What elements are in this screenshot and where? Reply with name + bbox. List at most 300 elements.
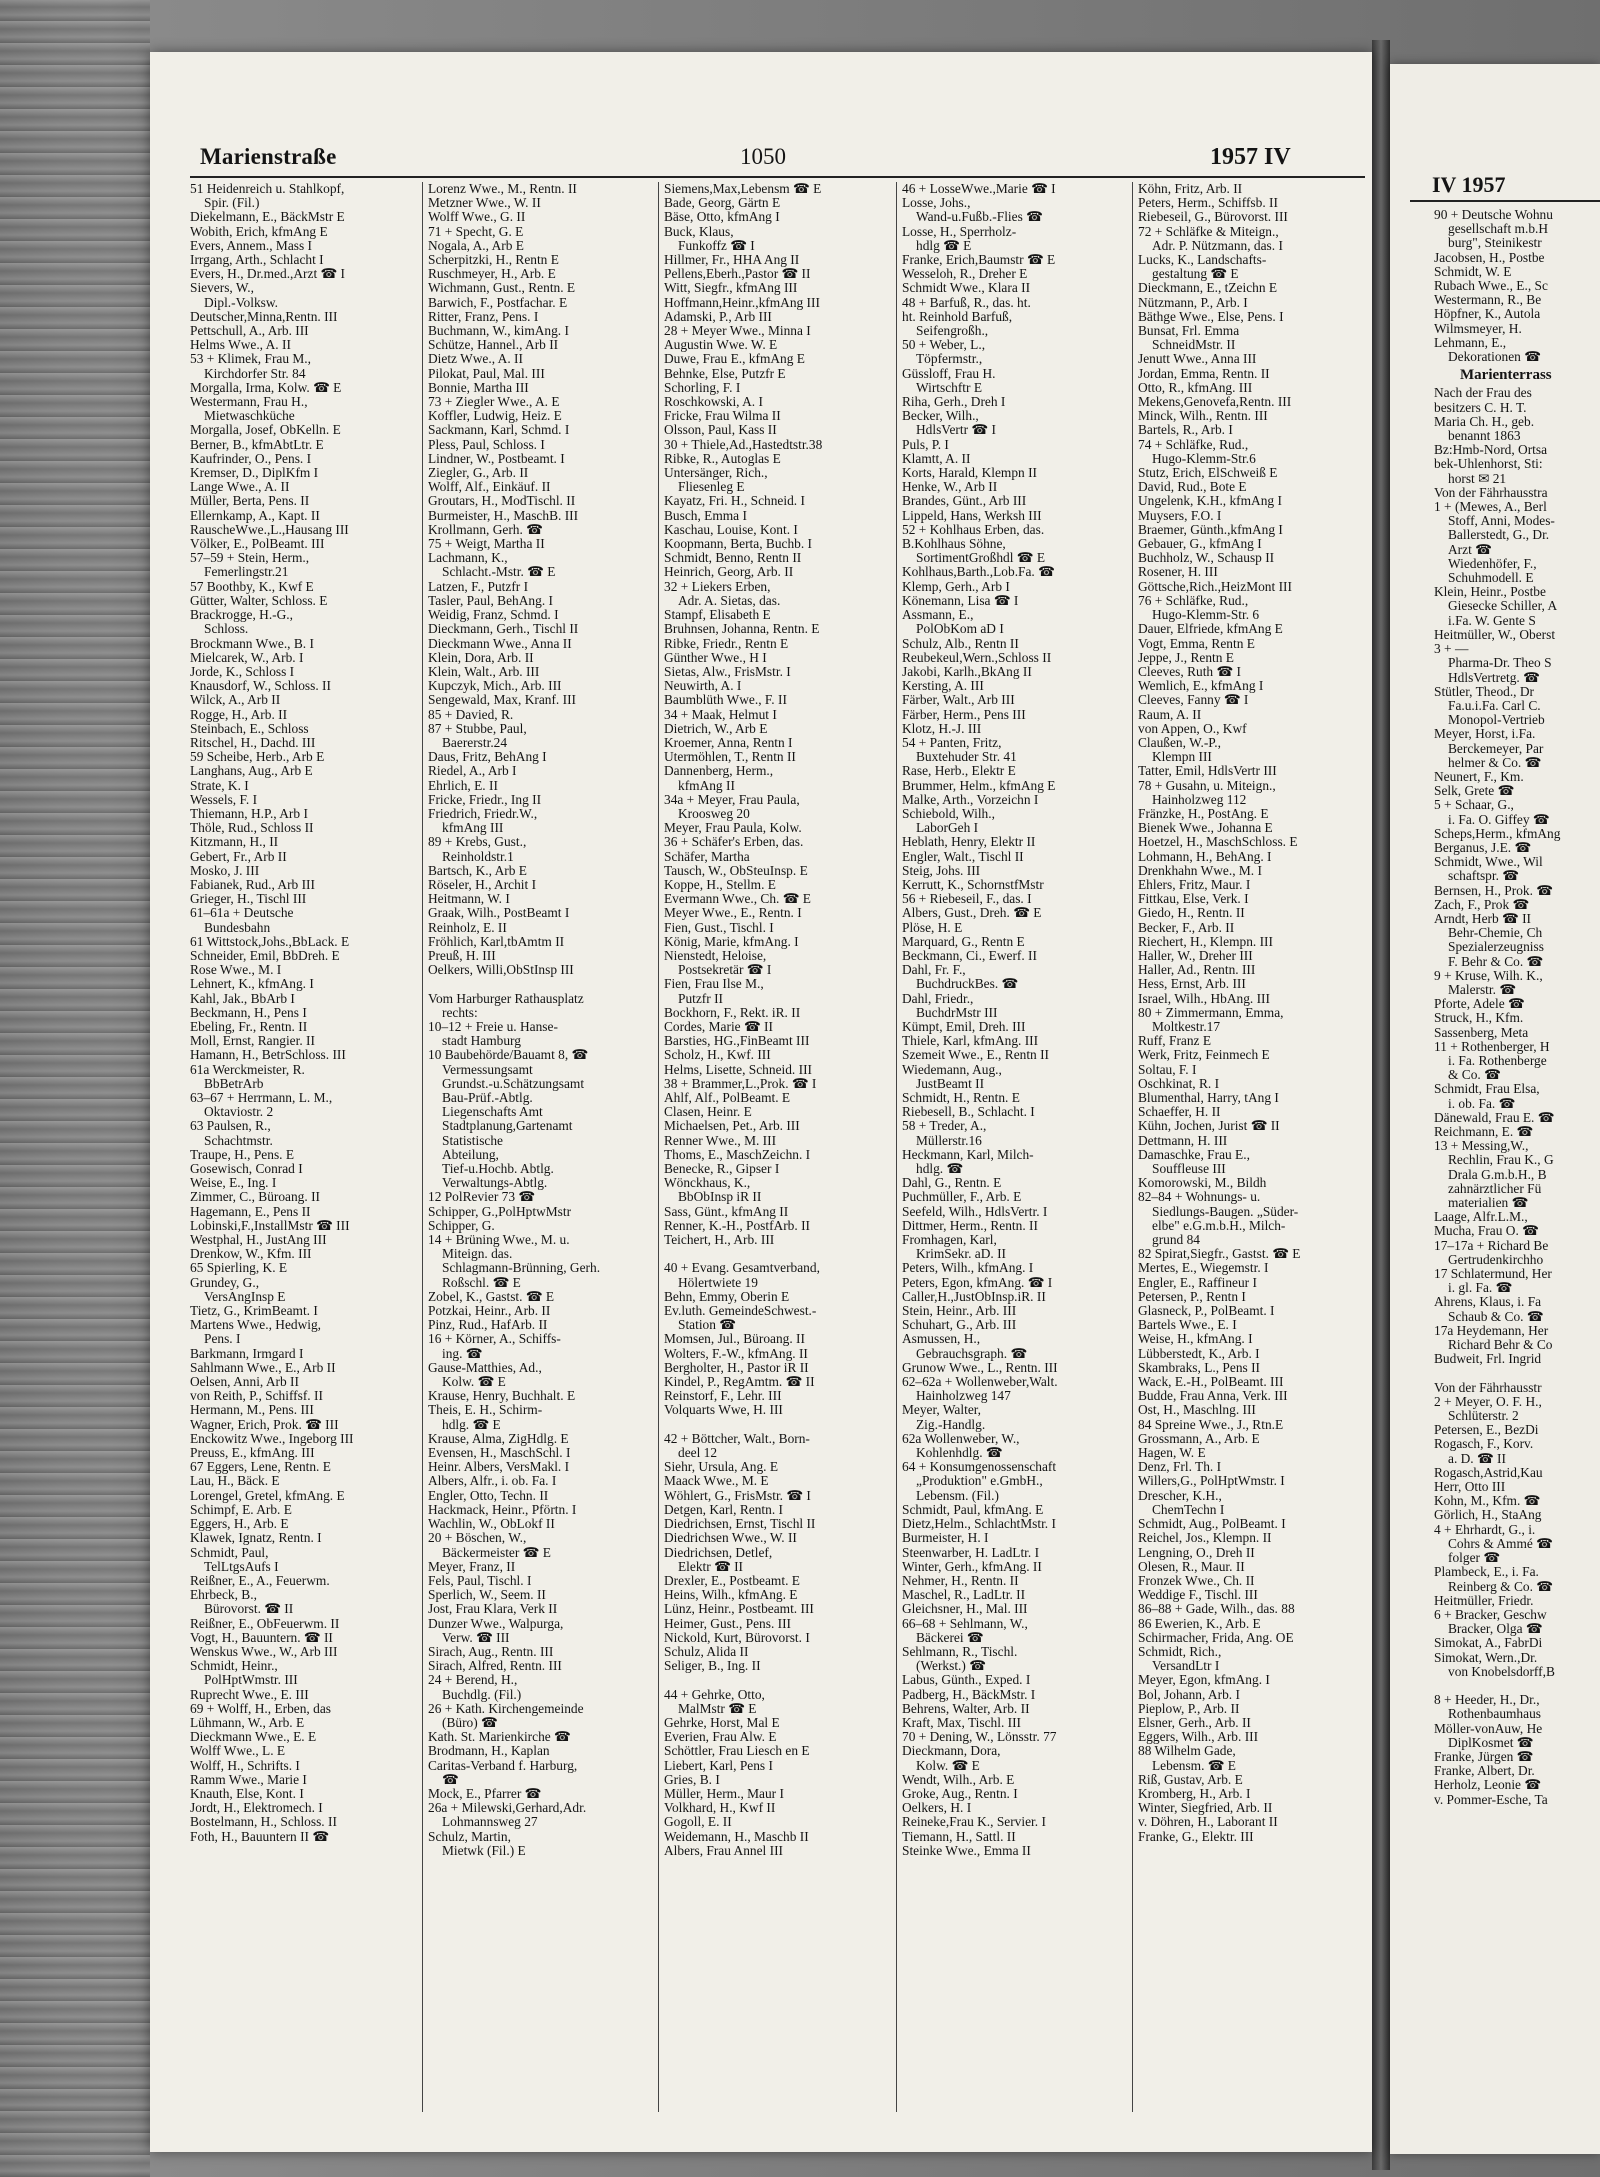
directory-entry: 72 + Schläfke & Miteign.,: [1138, 224, 1279, 239]
directory-entry: Brackrogge, H.-G.,: [190, 608, 293, 623]
directory-entry: Reißner, E., ObFeuerwm. II: [190, 1616, 340, 1631]
directory-entry: Mosko, J. III: [190, 863, 260, 878]
directory-entry: Groutars, H., ModTischl. II: [428, 494, 576, 509]
directory-entry: Weidemann, H., Maschb II: [664, 1829, 809, 1844]
directory-entry: Reineke,Frau K., Servier. I: [902, 1815, 1046, 1830]
directory-entry: 11 + Rothenberger, H: [1434, 1038, 1550, 1054]
directory-entry: 82 Spirat,Siegfr., Gastst. ☎ E: [1138, 1247, 1301, 1262]
directory-entry: Sirach, Aug., Rentn. III: [428, 1644, 554, 1659]
directory-entry: 5 + Schaar, G.,: [1434, 797, 1514, 813]
directory-entry: Dettmann, H. III: [1138, 1133, 1228, 1148]
directory-entry: Bäckermeister ☎ E: [442, 1545, 551, 1560]
directory-entry: Heitmann, W. I: [428, 892, 510, 907]
directory-entry: Diedrichsen, Detlef,: [664, 1545, 773, 1560]
directory-entry: Losse, Johs.,: [902, 196, 971, 211]
directory-entry: Ziegler, G., Arb. II: [428, 466, 529, 481]
directory-entry: Dieckmann, Dora,: [902, 1744, 1001, 1759]
directory-entry: Schulz, Alida II: [664, 1644, 749, 1659]
directory-entry: Stutz, Erich, ElSchweiß E: [1138, 466, 1278, 481]
directory-entry: Fliesenleg E: [678, 480, 745, 495]
directory-entry: Bürovorst. ☎ II: [204, 1602, 294, 1617]
directory-entry: Rogge, H., Arb. II: [190, 707, 288, 722]
directory-entry: Mietwaschküche: [204, 409, 295, 424]
directory-entry: Schmidt, H., Rentn. E: [902, 1091, 1020, 1105]
directory-entry: Berganus, J.E. ☎: [1434, 839, 1532, 855]
header-rule: [190, 176, 1365, 178]
directory-entry: Padberg, H., BäckMstr. I: [902, 1687, 1036, 1702]
directory-entry: Koffler, Ludwig, Heiz. E: [428, 409, 562, 424]
directory-entry: Assmann, E.,: [902, 608, 974, 623]
directory-page: [150, 52, 1372, 2152]
directory-entry: v. Döhren, H., Laborant II: [1138, 1815, 1278, 1830]
directory-entry: Schlüterstr. 2: [1448, 1408, 1519, 1424]
directory-entry: Laage, Alfr.L.M.,: [1434, 1209, 1528, 1225]
directory-entry: Thoms, E., MaschZeichn. I: [664, 1147, 811, 1162]
directory-entry: Stütler, Theod., Dr: [1434, 683, 1535, 699]
directory-entry: 3 + —: [1434, 641, 1469, 657]
directory-entry: Bartels, R., Arb. I: [1138, 423, 1233, 438]
directory-entry: Winter, Siegfried, Arb. II: [1138, 1801, 1273, 1816]
directory-entry: Schimpf, E. Arb. E: [190, 1502, 292, 1517]
directory-entry: Schirmacher, Frida, Ang. OE: [1138, 1630, 1294, 1645]
directory-entry: i.Fa. W. Gente S: [1448, 612, 1536, 628]
directory-entry: 24 + Berend, H.,: [428, 1673, 518, 1688]
directory-entry: Wemlich, E., kfmAng I: [1138, 679, 1264, 694]
directory-entry: Caller,H.,JustObInsp.iR. II: [902, 1289, 1046, 1304]
directory-entry: Kayatz, Fri. H., Schneid. I: [664, 494, 805, 509]
directory-entry: elbe" e.G.m.b.H., Milch-: [1152, 1218, 1286, 1233]
directory-entry: 50 + Weber, L.,: [902, 338, 986, 353]
directory-entry: Klempn III: [1152, 750, 1212, 765]
directory-entry: Stadtplanung,Gartenamt: [442, 1119, 573, 1134]
directory-entry: Cleeves, Fanny ☎ I: [1138, 693, 1249, 708]
directory-entry: Enckowitz Wwe., Ingeborg III: [190, 1431, 354, 1446]
directory-entry: Teichert, H., Arb. III: [664, 1233, 775, 1248]
directory-entry: Pinz, Rud., HafArb. II: [428, 1318, 548, 1333]
column-divider: [896, 182, 897, 2112]
directory-entry: 87 + Stubbe, Paul,: [428, 721, 527, 736]
directory-entry: MalMstr ☎ E: [678, 1701, 757, 1716]
directory-entry: 10 Baubehörde/Bauamt 8, ☎: [428, 1048, 589, 1063]
directory-entry: Kolw. ☎ E: [916, 1758, 980, 1773]
directory-entry: Bäthge Wwe., Else, Pens. I: [1138, 309, 1284, 324]
directory-entry: Station ☎: [678, 1318, 736, 1333]
directory-entry: JustBeamt II: [916, 1076, 985, 1091]
directory-entry: Claußen, W.-P.,: [1138, 735, 1221, 750]
directory-entry: Peters, Egon, kfmAng. ☎ I: [902, 1275, 1053, 1290]
directory-entry: 70 + Dening, W., Lönsstr. 77: [902, 1730, 1057, 1745]
directory-entry: B.Kohlhaus Söhne,: [902, 537, 1006, 552]
directory-entry: Riebeseil, G., Bürovorst. III: [1138, 210, 1288, 225]
directory-entry: Martens Wwe., Hedwig,: [190, 1318, 322, 1333]
directory-entry: BbObInsp iR II: [678, 1190, 762, 1205]
directory-entry: Hoetzel, H., MaschSchloss. E: [1138, 835, 1298, 850]
directory-entry: 51 Heidenreich u. Stahlkopf,: [190, 182, 345, 196]
directory-entry: LaborGeh I: [916, 821, 979, 836]
directory-entry: Franke, G., Elektr. III: [1138, 1829, 1254, 1844]
directory-entry: Günther Wwe., H I: [664, 650, 767, 665]
directory-entry: Rechlin, Frau K., G: [1448, 1152, 1554, 1168]
directory-entry: Lebensm. ☎ E: [1152, 1758, 1236, 1773]
directory-entry: Wönckhaus, K.,: [664, 1176, 751, 1191]
directory-entry: Seliger, B., Ing. II: [664, 1659, 761, 1674]
directory-entry: von Appen, O., Kwf: [1138, 721, 1247, 736]
directory-entry: David, Rud., Bote E: [1138, 480, 1247, 495]
directory-entry: Färber, Walt., Arb III: [902, 693, 1015, 708]
directory-entry: bek-Uhlenhorst, Sti:: [1434, 456, 1543, 472]
directory-entry: Meyer, Horst, i.Fa.: [1434, 726, 1536, 742]
directory-entry: 8 + Heeder, H., Dr.,: [1434, 1692, 1540, 1708]
directory-entry: Irrgang, Arth., Schlacht I: [190, 253, 324, 268]
directory-entry: Heinrich, Georg, Arb. II: [664, 565, 794, 580]
directory-entry: Metzner Wwe., W. II: [428, 196, 541, 211]
directory-entry: Evensen, H., MaschSchl. I: [428, 1446, 571, 1461]
directory-entry: Wichmann, Gust., Rentn. E: [428, 281, 576, 296]
directory-entry: Bockhorn, F., Rekt. iR. II: [664, 1005, 801, 1020]
directory-entry: Wobith, Erich, kfmAng E: [190, 224, 328, 239]
directory-entry: Meyer, Frau Paula, Kolw.: [664, 821, 802, 836]
directory-column-2: [428, 182, 654, 2132]
directory-entry: (Werkst.) ☎: [916, 1659, 986, 1674]
directory-entry: Schmidt, Frau Elsa,: [1434, 1081, 1540, 1097]
directory-entry: Budweit, Frl. Ingrid: [1434, 1351, 1542, 1367]
directory-entry: 73 + Ziegler Wwe., A. E: [428, 395, 560, 410]
directory-entry: Dauer, Elfriede, kfmAng E: [1138, 622, 1283, 637]
directory-entry: Wenskus Wwe., W., Arb III: [190, 1644, 338, 1659]
directory-entry: 74 + Schläfke, Rud.,: [1138, 437, 1249, 452]
directory-entry: Bol, Johann, Arb. I: [1138, 1687, 1240, 1702]
directory-entry: Rogasch,Astrid,Kau: [1434, 1464, 1543, 1480]
directory-entry: Tatter, Emil, HdlsVertr III: [1138, 764, 1277, 779]
directory-entry: Verw. ☎ III: [442, 1630, 510, 1645]
adjacent-page: [1390, 64, 1600, 2154]
directory-entry: 28 + Meyer Wwe., Minna I: [664, 324, 811, 339]
directory-entry: Kromberg, H., Arb. I: [1138, 1786, 1251, 1801]
directory-entry: 1 + (Mewes, A., Berl: [1434, 499, 1547, 515]
directory-entry: Schmidt Wwe., Klara II: [902, 281, 1031, 296]
directory-entry: Asmussen, H.,: [902, 1332, 981, 1347]
directory-entry: Gütter, Walter, Schloss. E: [190, 593, 328, 608]
directory-entry: 57 Boothby, K., Kwf E: [190, 579, 314, 594]
directory-entry: von Reith, P., Schiffsf. II: [190, 1389, 323, 1404]
directory-entry: Reißner, E., A., Feuerwm.: [190, 1573, 330, 1588]
directory-entry: Müllerstr.16: [916, 1133, 982, 1148]
directory-entry: Henke, W., Arb II: [902, 480, 998, 495]
directory-entry: burg", Steinikestr: [1448, 235, 1542, 251]
directory-entry: Riß, Gustav, Arb. E: [1138, 1772, 1243, 1787]
directory-entry: VersandLtr I: [1152, 1659, 1220, 1674]
directory-entry: Momsen, Jul., Büroang. II: [664, 1332, 805, 1347]
directory-entry: Kahl, Jak., BbArb I: [190, 991, 295, 1006]
directory-entry: Lachmann, K.,: [428, 551, 508, 566]
directory-entry: Ost, H., Maschlng. III: [1138, 1403, 1256, 1418]
directory-entry: Fittkau, Else, Verk. I: [1138, 892, 1249, 907]
directory-entry: 90 + Deutsche Wohnu: [1434, 208, 1553, 222]
directory-entry: Untersänger, Rich.,: [664, 466, 768, 481]
directory-entry: [664, 1418, 892, 1432]
directory-entry: 61a Werckmeister, R.: [190, 1062, 305, 1077]
directory-entry: Jordt, H., Elektromech. I: [190, 1801, 323, 1816]
directory-entry: Theis, E. H., Schirm-: [428, 1403, 543, 1418]
directory-entry: Renner Wwe., M. III: [664, 1133, 777, 1148]
directory-entry: Sass, Günt., kfmAng II: [664, 1204, 789, 1219]
directory-entry: Behnke, Else, Putzfr E: [664, 366, 786, 381]
directory-entry: Heitmüller, W., Oberst: [1434, 626, 1556, 642]
directory-entry: 44 + Gehrke, Otto,: [664, 1687, 765, 1702]
directory-entry: Everien, Frau Alw. E: [664, 1730, 777, 1745]
directory-entry: Lübberstedt, K., Arb. I: [1138, 1346, 1260, 1361]
directory-entry: Labus, Günth., Exped. I: [902, 1673, 1031, 1688]
directory-entry: Meyer Wwe., E., Rentn. I: [664, 906, 802, 921]
directory-entry: Behrens, Walter, Arb. II: [902, 1701, 1030, 1716]
directory-entry: stadt Hamburg: [442, 1034, 521, 1049]
directory-entry: Schöttler, Frau Liesch en E: [664, 1744, 810, 1759]
directory-entry: Wiedenhöfer, F.,: [1448, 555, 1537, 571]
directory-entry: Heimer, Gust., Pens. III: [664, 1616, 792, 1631]
directory-entry: Gleichsner, H., Mal. III: [902, 1602, 1028, 1617]
directory-entry: kfmAng II: [678, 778, 735, 793]
directory-entry: folger ☎: [1448, 1550, 1500, 1566]
directory-entry: Hoffmann,Heinr.,kfmAng III: [664, 295, 820, 310]
directory-entry: Hermann, M., Pens. III: [190, 1403, 314, 1418]
directory-entry: Renner, K.-H., PostfArb. II: [664, 1218, 810, 1233]
directory-entry: Schlagmann-Brünning, Gerh.: [442, 1261, 601, 1276]
directory-entry: Detgen, Karl, Rentn. I: [664, 1502, 783, 1517]
directory-entry: 75 + Weigt, Martha II: [428, 537, 545, 552]
directory-entry: Ahrens, Klaus, i. Fa: [1434, 1294, 1542, 1310]
directory-entry: Korts, Harald, Klempn II: [902, 466, 1037, 481]
directory-entry: Kümpt, Emil, Dreh. III: [902, 1019, 1026, 1034]
directory-entry: Bruhnsen, Johanna, Rentn. E: [664, 622, 820, 637]
directory-entry: Ehrbeck, B.,: [190, 1588, 257, 1603]
directory-entry: von Knobelsdorff,B: [1448, 1663, 1555, 1679]
directory-entry: Ebeling, Fr., Rentn. II: [190, 1019, 308, 1034]
directory-entry: Lindner, W., Postbeamt. I: [428, 451, 565, 466]
directory-entry: 20 + Böschen, W.,: [428, 1531, 527, 1546]
directory-entry: Zig.-Handlg.: [916, 1417, 986, 1432]
directory-entry: 63–67 + Herrmann, L. M.,: [190, 1091, 333, 1105]
directory-entry: hdlg ☎ E: [916, 238, 972, 253]
directory-entry: Meyer, Walter,: [902, 1403, 982, 1418]
directory-entry: Ritter, Franz, Pens. I: [428, 309, 539, 324]
directory-entry: Westermann, Frau H.,: [190, 395, 308, 410]
directory-entry: 13 + Messing,W.,: [1434, 1138, 1529, 1154]
directory-entry: Dieckmann, E., tZeichn E: [1138, 281, 1278, 296]
directory-entry: Wand-u.Fußb.-Flies ☎: [916, 210, 1043, 225]
directory-entry: BuchdrMstr III: [916, 1005, 998, 1020]
directory-entry: a. D. ☎ II: [1448, 1450, 1506, 1466]
directory-entry: Tasler, Paul, BehAng. I: [428, 593, 553, 608]
directory-entry: benannt 1863: [1448, 428, 1521, 444]
directory-entry: Willers,G., PolHptWmstr. I: [1138, 1474, 1285, 1489]
directory-entry: Richard Behr & Co: [1448, 1337, 1553, 1353]
directory-entry: F. Behr & Co. ☎: [1448, 953, 1544, 969]
directory-entry: 61 Wittstock,Johs.,BbLack. E: [190, 934, 350, 949]
directory-entry: Riechert, H., Klempn. III: [1138, 934, 1273, 949]
directory-entry: Albers, Alfr., i. ob. Fa. I: [428, 1474, 557, 1489]
directory-entry: Evermann Wwe., Ch. ☎ E: [664, 892, 811, 907]
directory-entry: Nehmer, H., Rentn. II: [902, 1573, 1019, 1588]
directory-entry: Drexler, E., Postbeamt. E: [664, 1573, 800, 1588]
directory-entry: Mock, E., Pfarrer ☎: [428, 1786, 542, 1801]
directory-entry: Schneider, Emil, BbDreh. E: [190, 948, 340, 963]
directory-entry: Giesecke Schiller, A: [1448, 598, 1558, 614]
directory-entry: Miteign. das.: [442, 1247, 513, 1262]
directory-entry: Kirchdorfer Str. 84: [204, 366, 306, 381]
directory-entry: Diekelmann, E., BäckMstr E: [190, 210, 345, 225]
directory-entry: Nogala, A., Arb E: [428, 238, 524, 253]
directory-entry: Maack Wwe., M. E: [664, 1474, 769, 1489]
directory-entry: Plöse, H. E: [902, 920, 963, 935]
directory-entry: Riha, Gerh., Dreh I: [902, 395, 1006, 410]
directory-entry: Reinholdstr.1: [442, 849, 514, 864]
directory-entry: Szemeit Wwe., E., Rentn II: [902, 1048, 1050, 1063]
directory-entry: 65 Spierling, K. E: [190, 1261, 288, 1276]
directory-entry: Sievers, W.,: [190, 281, 254, 296]
directory-entry: 66–68 + Sehlmann, W.,: [902, 1616, 1028, 1631]
directory-entry: Damaschke, Frau E.,: [1138, 1147, 1250, 1162]
directory-entry: Ruff, Franz E: [1138, 1034, 1212, 1049]
directory-entry: Preuß, H. III: [428, 948, 496, 963]
directory-entry: Diedrichsen, Ernst, Tischl II: [664, 1517, 816, 1532]
directory-entry: Grossmann, A., Arb. E: [1138, 1431, 1260, 1446]
directory-entry: Ev.luth. GemeindeSchwest.-: [664, 1304, 817, 1319]
directory-entry: Simokat, Wern.,Dr.: [1434, 1649, 1538, 1665]
directory-entry: 82–84 + Wohnungs- u.: [1138, 1190, 1261, 1205]
directory-entry: Von der Fährhausstra: [1434, 484, 1548, 500]
directory-entry: Mekens,Genovefa,Rentn. III: [1138, 395, 1292, 410]
directory-entry: Dänewald, Frau E. ☎: [1434, 1109, 1555, 1125]
directory-entry: Thiemann, H.P., Arb I: [190, 806, 308, 821]
directory-entry: Hillmer, Fr., HHA Ang II: [664, 253, 800, 268]
directory-entry: Witt, Siegfr., kfmAng III: [664, 281, 798, 296]
directory-entry: Ruprecht Wwe., E. III: [190, 1687, 309, 1702]
directory-entry: Ribke, Friedr., Rentn E: [664, 636, 789, 651]
directory-entry: Riedel, A., Arb I: [428, 764, 517, 779]
directory-entry: Eggers, Wilh., Arb. III: [1138, 1730, 1259, 1745]
directory-entry: Bostelmann, H., Schloss. II: [190, 1815, 337, 1830]
directory-entry: Scheps,Herm., kfmAng: [1434, 825, 1561, 841]
directory-entry: Marquard, G., Rentn E: [902, 934, 1025, 949]
directory-entry: Stoff, Anni, Modes-: [1448, 513, 1555, 529]
directory-entry: Albers, Frau Annel III: [664, 1843, 783, 1858]
directory-entry: Peters, Herm., Schiffsb. II: [1138, 196, 1278, 211]
directory-entry: Franke, Erich,Baumstr ☎ E: [902, 253, 1056, 268]
directory-entry: Schmidt, Wwe., Wil: [1434, 854, 1543, 870]
directory-entry: 78 + Gusahn, u. Miteign.,: [1138, 778, 1276, 793]
directory-entry: Lohmann, H., BehAng. I: [1138, 849, 1272, 864]
directory-entry: SchneidMstr. II: [1152, 338, 1236, 353]
directory-entry: Reichel, Jos., Klempn. II: [1138, 1531, 1272, 1546]
directory-entry: Drenkhahn Wwe., M. I: [1138, 863, 1262, 878]
directory-entry: Helms Wwe., A. II: [190, 338, 291, 353]
directory-entry: Neunert, F., Km.: [1434, 768, 1524, 784]
directory-entry: König, Marie, kfmAng. I: [664, 934, 799, 949]
directory-entry: Fröhlich, Karl,tbAmtm II: [428, 934, 565, 949]
directory-entry: Clasen, Heinr. E: [664, 1105, 752, 1120]
directory-entry: Grundst.-u.Schätzungsamt: [442, 1076, 585, 1091]
directory-entry: 62a Wollenweber, W.,: [902, 1431, 1020, 1446]
directory-entry: Olesen, R., Maur. II: [1138, 1559, 1245, 1574]
directory-entry: Pless, Paul, Schloss. I: [428, 437, 545, 452]
directory-entry: Kindel, P., RegAmtm. ☎ II: [664, 1375, 815, 1390]
directory-entry: Bartsch, K., Arb E: [428, 863, 527, 878]
directory-entry: Schlacht.-Mstr. ☎ E: [442, 565, 556, 580]
directory-entry: Kaschau, Louise, Kont. I: [664, 522, 798, 537]
directory-entry: Brandes, Günt., Arb III: [902, 494, 1027, 509]
directory-entry: Volquarts Wwe, H. III: [664, 1403, 783, 1418]
directory-entry: 12 PolRevier 73 ☎: [428, 1190, 536, 1205]
directory-entry: 86 Ewerien, K., Arb. E: [1138, 1616, 1261, 1631]
directory-entry: Pens. I: [204, 1332, 241, 1347]
directory-entry: Ahlf, Alf., PolBeamt. E: [664, 1091, 791, 1105]
directory-entry: Burmeister, H. I: [902, 1531, 989, 1546]
directory-entry: Möller-vonAuw, He: [1434, 1720, 1543, 1736]
directory-entry: Moltkestr.17: [1152, 1019, 1221, 1034]
directory-entry: Statistische: [442, 1133, 503, 1148]
directory-entry: Malke, Arth., Vorzeichn I: [902, 792, 1039, 807]
directory-entry: Schiebold, Wilh.,: [902, 806, 995, 821]
directory-entry: Vogt, Emma, Rentn E: [1138, 636, 1255, 651]
directory-entry: Hagen, W. E: [1138, 1446, 1206, 1461]
directory-entry: 2 + Meyer, O. F. H.,: [1434, 1393, 1542, 1409]
directory-entry: gestaltung ☎ E: [1152, 267, 1239, 282]
directory-entry: Fricke, Friedr., Ing II: [428, 792, 542, 807]
directory-entry: 38 + Brammer,L.,Prok. ☎ I: [664, 1076, 817, 1091]
directory-entry: Scholz, H., Kwf. III: [664, 1048, 771, 1063]
directory-entry: 17 Schlatermund, Her: [1434, 1266, 1552, 1282]
directory-entry: Klemp, Gerh., Arb I: [902, 579, 1010, 594]
directory-entry: Arzt ☎: [1448, 541, 1492, 557]
directory-entry: Wack, E.-H., PolBeamt. III: [1138, 1375, 1284, 1390]
directory-entry: Reubekeul,Wern.,Schloss II: [902, 650, 1052, 665]
directory-entry: Grieger, H., Tischl III: [190, 892, 307, 907]
directory-entry: Budde, Frau Anna, Verk. III: [1138, 1389, 1288, 1404]
directory-entry: Wendt, Wilh., Arb. E: [902, 1772, 1015, 1787]
directory-entry: Plambeck, E., i. Fa.: [1434, 1564, 1539, 1580]
directory-entry: 4 + Ehrhardt, G., i.: [1434, 1521, 1536, 1537]
directory-entry: Fromhagen, Karl,: [902, 1233, 997, 1248]
directory-entry: Franke, Jürgen ☎: [1434, 1748, 1534, 1764]
directory-entry: 67 Eggers, Lene, Rentn. E: [190, 1460, 331, 1475]
directory-entry: Vogt, H., Bauuntern. ☎ II: [190, 1630, 333, 1645]
directory-entry: Soltau, F. I: [1138, 1062, 1197, 1077]
directory-entry: KrimSekr. aD. II: [916, 1247, 1006, 1262]
directory-entry: gesellschaft m.b.H: [1448, 221, 1549, 237]
directory-entry: Wolff Wwe., G. II: [428, 210, 526, 225]
directory-entry: Mielcarek, W., Arb. I: [190, 650, 304, 665]
directory-entry: Hölertwiete 19: [678, 1275, 758, 1290]
directory-entry: Schuhmodell. E: [1448, 570, 1534, 586]
directory-entry: Krause, Alma, ZigHdlg. E: [428, 1431, 569, 1446]
directory-entry: Selk, Grete ☎: [1434, 783, 1515, 799]
directory-entry: ☎: [442, 1772, 459, 1787]
directory-entry: Winter, Gerh., kfmAng. II: [902, 1559, 1042, 1574]
directory-entry: Lühmann, W., Arb. E: [190, 1715, 305, 1730]
directory-entry: Töpfermstr.,: [916, 352, 983, 367]
directory-entry: Jacobsen, H., Postbe: [1434, 249, 1545, 265]
directory-entry: Arndt, Herb ☎ II: [1434, 910, 1531, 926]
directory-entry: Glasneck, P., PolBeamt. I: [1138, 1304, 1275, 1319]
directory-entry: Deutscher,Minna,Rentn. III: [190, 309, 338, 324]
directory-entry: Mucha, Frau O. ☎: [1434, 1223, 1539, 1239]
street-heading: Marienstraße: [200, 144, 337, 169]
directory-entry: Wesseloh, R., Dreher E: [902, 267, 1028, 282]
directory-entry: Jorde, K., Schloss I: [190, 664, 295, 679]
directory-entry: Hainholzweg 112: [1152, 792, 1247, 807]
directory-entry: 61–61a + Deutsche: [190, 906, 294, 921]
directory-entry: Sassenberg, Meta: [1434, 1024, 1529, 1040]
